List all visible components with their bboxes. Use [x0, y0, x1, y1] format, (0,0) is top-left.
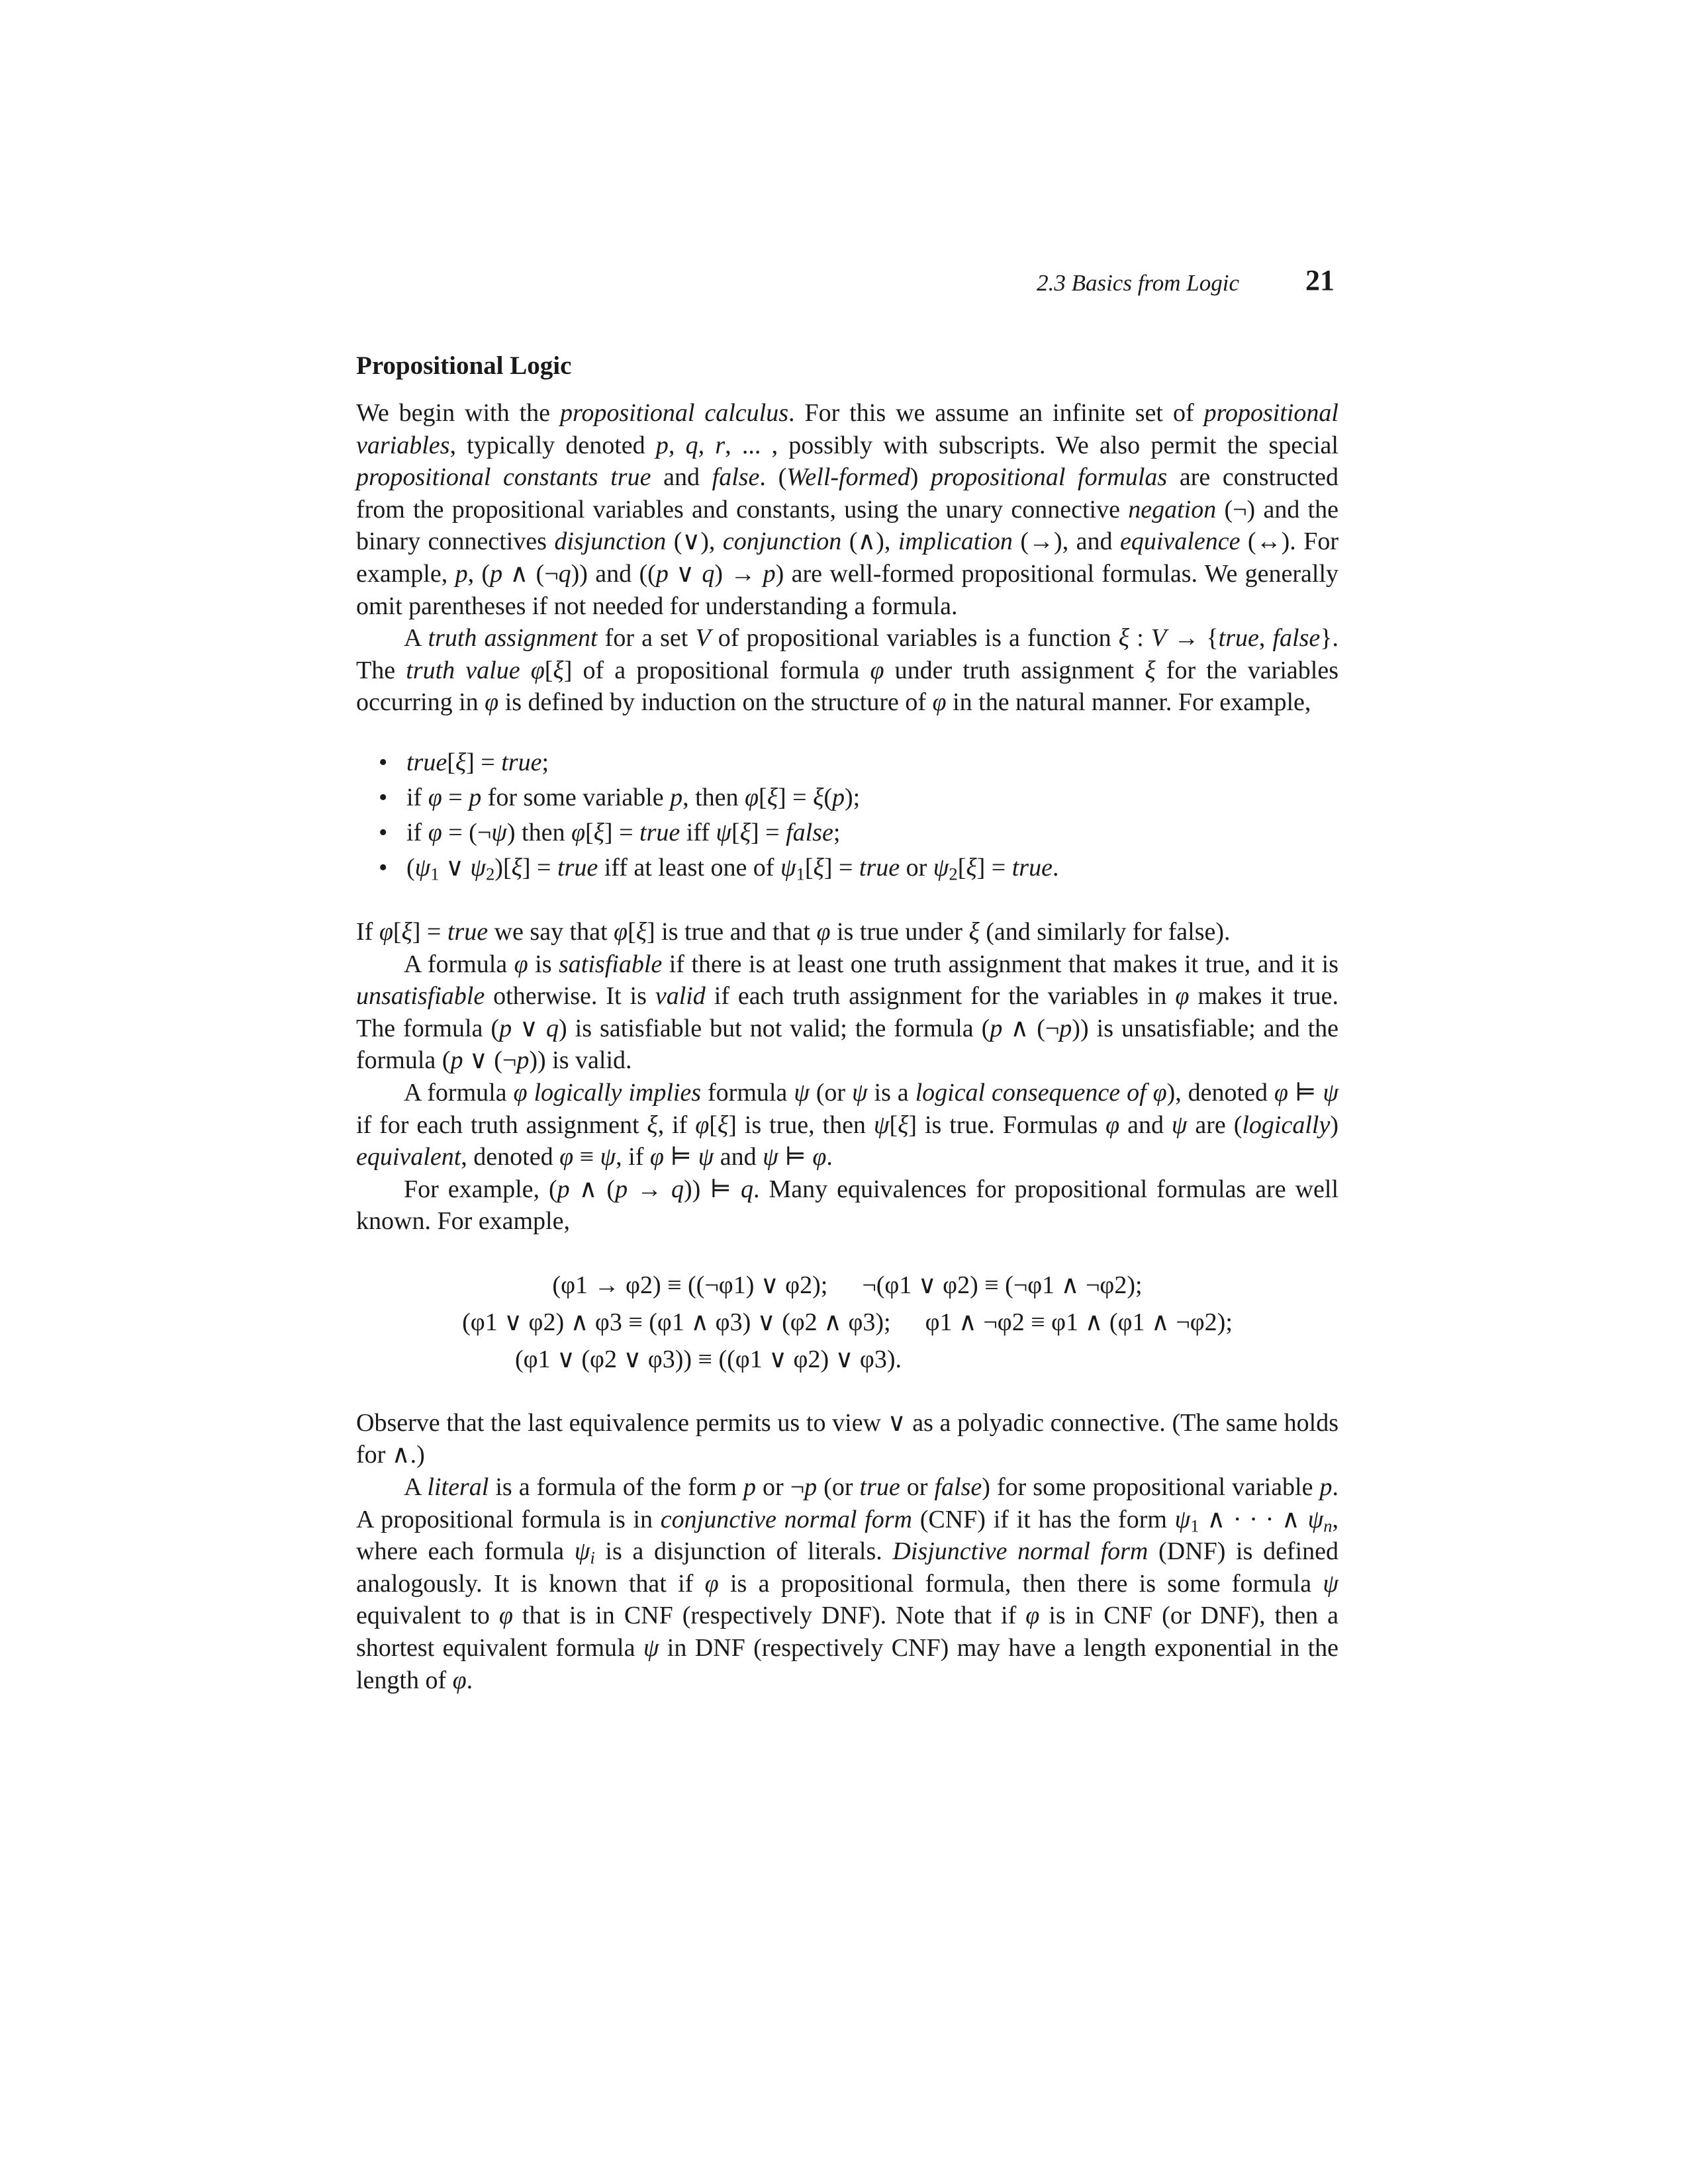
paragraph: If φ[ξ] = true we say that φ[ξ] is true and that φ is true under ξ (and similarly for false).	[356, 917, 1231, 946]
equation: (φ1 ∨ φ2) ∧ φ3 ≡ (φ1 ∧ φ3) ∨ (φ2 ∧ φ3);	[462, 1308, 891, 1336]
paragraph: A truth assignment for a set V of propositional variables is a function ξ : V → {true, false}. The truth value φ[ξ] of a propositional formula φ under truth assignment ξ for the variables occurring in φ is defined by induction on the structure of φ in the natural manner. For example,	[356, 624, 1339, 717]
paragraph: A formula φ is satisfiable if there is at least one truth assignment that makes it true, and it is unsatisfiable otherwise. It is valid if each truth assignment for the variables in φ makes it true. The formula (p ∨ q) is satisfiable but not valid; the formula (p ∧ (¬p)) is unsatisfiable; and the formula (p ∨ (¬p)) is valid.	[356, 950, 1339, 1075]
running-head	[356, 262, 1338, 302]
equation: (φ1 ∨ (φ2 ∨ φ3)) ≡ ((φ1 ∨ φ2) ∨ φ3).	[514, 1345, 902, 1373]
paragraph: A literal is a formula of the form p or ¬p (or true or false) for some propositional variable p. A propositional formula is in conjunctive normal form (CNF) if it has the form $\psi_1$ ∧ · · · ∧ $\psi_n$, where each formula $\psi_i$ is a disjunction of literals. Disjunctive normal form (DNF) is defined analogously. It is known that if φ is a propositional formula, then there is some formula ψ equivalent to φ that is in CNF (respectively DNF). Note that if φ is in CNF (or DNF), then a shortest equivalent formula ψ in DNF (respectively CNF) may have a length exponential in the length of φ.	[356, 1473, 1339, 1694]
paragraph: For example, (p ∧ (p → q)) ⊨ q. Many equivalences for propositional formulas are well known. For example,	[356, 1175, 1338, 1236]
list-item: • if φ = p for some variable p, then φ[ξ] = ξ(p);	[406, 780, 1338, 815]
list-item: • if φ = (¬ψ) then φ[ξ] = true iff ψ[ξ] = false;	[406, 815, 1338, 850]
paragraph: We begin with the propositional calculus. For this we assume an infinite set of propositional variables, typically denoted p, q, r, ... , possibly with subscripts. We also permit the special propositional constants true and false. (Well-formed) propositional formulas are constructed from the propositional variables and constants, using the unary connective negation (¬) and the binary connectives disjunction (∨), conjunction (∧), implication (→), and equivalence (↔). For example, p, (p ∧ (¬q)) and ((p ∨ q) → p) are well-formed propositional formulas. We generally omit parentheses if not needed for understanding a formula.	[356, 399, 1339, 620]
equation-row	[356, 1267, 1338, 1304]
running-head-section: 2.3 Basics from Logic	[1037, 270, 1239, 296]
body-text	[356, 397, 1338, 1696]
paragraph: Observe that the last equivalence permits us to view ∨ as a polyadic connective. (The same holds for ∧.)	[356, 1408, 1338, 1469]
list-item: • true[ξ] = true;	[406, 745, 1338, 780]
equation-row	[356, 1304, 1338, 1341]
truth-value-rules	[356, 745, 1338, 886]
paragraph: A formula φ logically implies formula ψ (or ψ is a logical consequence of φ), denoted φ ⊨ ψ if for each truth assignment ξ, if φ[ξ] is true, then ψ[ξ] is true. Formulas φ and ψ are (logically) equivalent, denoted φ ≡ ψ, if φ ⊨ ψ and ψ ⊨ φ.	[356, 1078, 1339, 1171]
equation: φ1 ∧ ¬φ2 ≡ φ1 ∧ (φ1 ∧ ¬φ2);	[925, 1308, 1233, 1336]
equation-row	[356, 1341, 1338, 1378]
list-item: • ($\psi_1$ ∨ $\psi_2)[\xi]$ = true iff at least one of $\psi_1[\xi]$ = true or $\psi_2[\xi]$ = true.	[406, 850, 1338, 886]
page-number: 21	[1305, 264, 1335, 296]
section-heading: Propositional Logic	[356, 351, 572, 380]
equation: ¬(φ1 ∨ φ2) ≡ (¬φ1 ∧ ¬φ2);	[862, 1271, 1143, 1299]
equation: (φ1 → φ2) ≡ ((¬φ1) ∨ φ2);	[552, 1271, 828, 1299]
equivalences-display	[356, 1267, 1338, 1378]
